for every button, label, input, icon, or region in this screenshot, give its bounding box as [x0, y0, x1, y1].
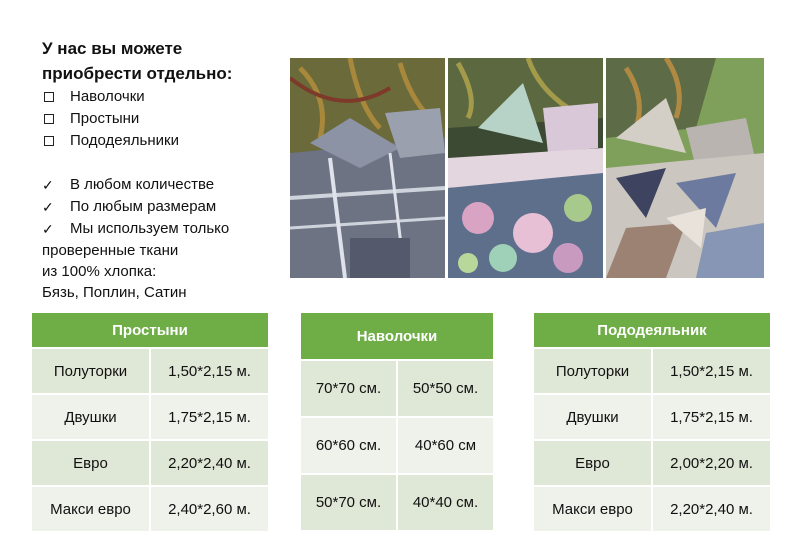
size-value-cell: 1,50*2,15 м.	[653, 349, 770, 393]
fabric-line: Бязь, Поплин, Сатин	[42, 284, 187, 301]
size-name-cell: Полуторки	[32, 349, 149, 393]
table-row	[32, 395, 268, 439]
size-value-cell: 2,00*2,20 м.	[653, 441, 770, 485]
table-row	[301, 475, 493, 530]
table-row	[534, 441, 770, 485]
pillowcases-table-title: Наволочки	[301, 313, 493, 359]
checkmark-icon: ✓	[42, 177, 54, 193]
benefit-label: Мы используем только	[70, 220, 230, 237]
benefit-label: По любым размерам	[70, 198, 217, 215]
size-cell: 50*50 см.	[398, 361, 493, 416]
size-value-cell: 2,20*2,40 м.	[653, 487, 770, 531]
table-row	[301, 361, 493, 416]
sheets-table	[30, 311, 270, 533]
checkbox-icon	[44, 136, 54, 146]
benefit-label: В любом количестве	[70, 176, 215, 193]
fabric-line: из 100% хлопка:	[42, 263, 157, 280]
size-value-cell: 1,50*2,15 м.	[151, 349, 268, 393]
photo-floral-bedding	[448, 58, 603, 278]
fabric-note	[42, 240, 292, 303]
intro-block	[42, 36, 292, 303]
intro-heading	[42, 36, 292, 86]
pillowcases-table	[299, 311, 495, 532]
size-name-cell: Полуторки	[534, 349, 651, 393]
photo-geometric-bedding	[606, 58, 764, 278]
size-cell: 70*70 см.	[301, 361, 396, 416]
sheets-table-title: Простыни	[32, 313, 268, 347]
list-item	[42, 218, 292, 240]
checkbox-icon	[44, 92, 54, 102]
list-item	[42, 174, 292, 196]
size-value-cell: 1,75*2,15 м.	[151, 395, 268, 439]
table-row	[534, 487, 770, 531]
heading-line-2: приобрести отдельно:	[42, 64, 233, 83]
size-value-cell: 2,20*2,40 м.	[151, 441, 268, 485]
list-item	[42, 196, 292, 218]
checkbox-icon	[44, 114, 54, 124]
table-row	[32, 349, 268, 393]
size-name-cell: Евро	[534, 441, 651, 485]
size-name-cell: Макси евро	[534, 487, 651, 531]
size-value-cell: 1,75*2,15 м.	[653, 395, 770, 439]
size-name-cell: Двушки	[32, 395, 149, 439]
list-item	[42, 108, 292, 130]
size-cell: 40*60 см	[398, 418, 493, 473]
list-item	[42, 86, 292, 108]
item-label: Пододеяльники	[70, 132, 179, 149]
size-cell: 40*40 см.	[398, 475, 493, 530]
size-cell: 60*60 см.	[301, 418, 396, 473]
checkmark-icon: ✓	[42, 221, 54, 237]
table-row	[301, 418, 493, 473]
photo-gray-plaid-bedding	[290, 58, 445, 278]
checkmark-icon: ✓	[42, 199, 54, 215]
table-row	[534, 395, 770, 439]
size-name-cell: Двушки	[534, 395, 651, 439]
table-row	[32, 487, 268, 531]
table-row	[32, 441, 268, 485]
benefits-list	[42, 174, 292, 240]
items-list	[42, 86, 292, 152]
duvet-covers-table	[532, 311, 772, 533]
item-label: Простыни	[70, 110, 140, 127]
size-value-cell: 2,40*2,60 м.	[151, 487, 268, 531]
item-label: Наволочки	[70, 88, 145, 105]
heading-line-1: У нас вы можете	[42, 39, 183, 58]
size-name-cell: Евро	[32, 441, 149, 485]
size-cell: 50*70 см.	[301, 475, 396, 530]
size-name-cell: Макси евро	[32, 487, 149, 531]
table-row	[534, 349, 770, 393]
duvet-covers-table-title: Пододеяльник	[534, 313, 770, 347]
fabric-line: проверенные ткани	[42, 242, 179, 259]
list-item	[42, 130, 292, 152]
